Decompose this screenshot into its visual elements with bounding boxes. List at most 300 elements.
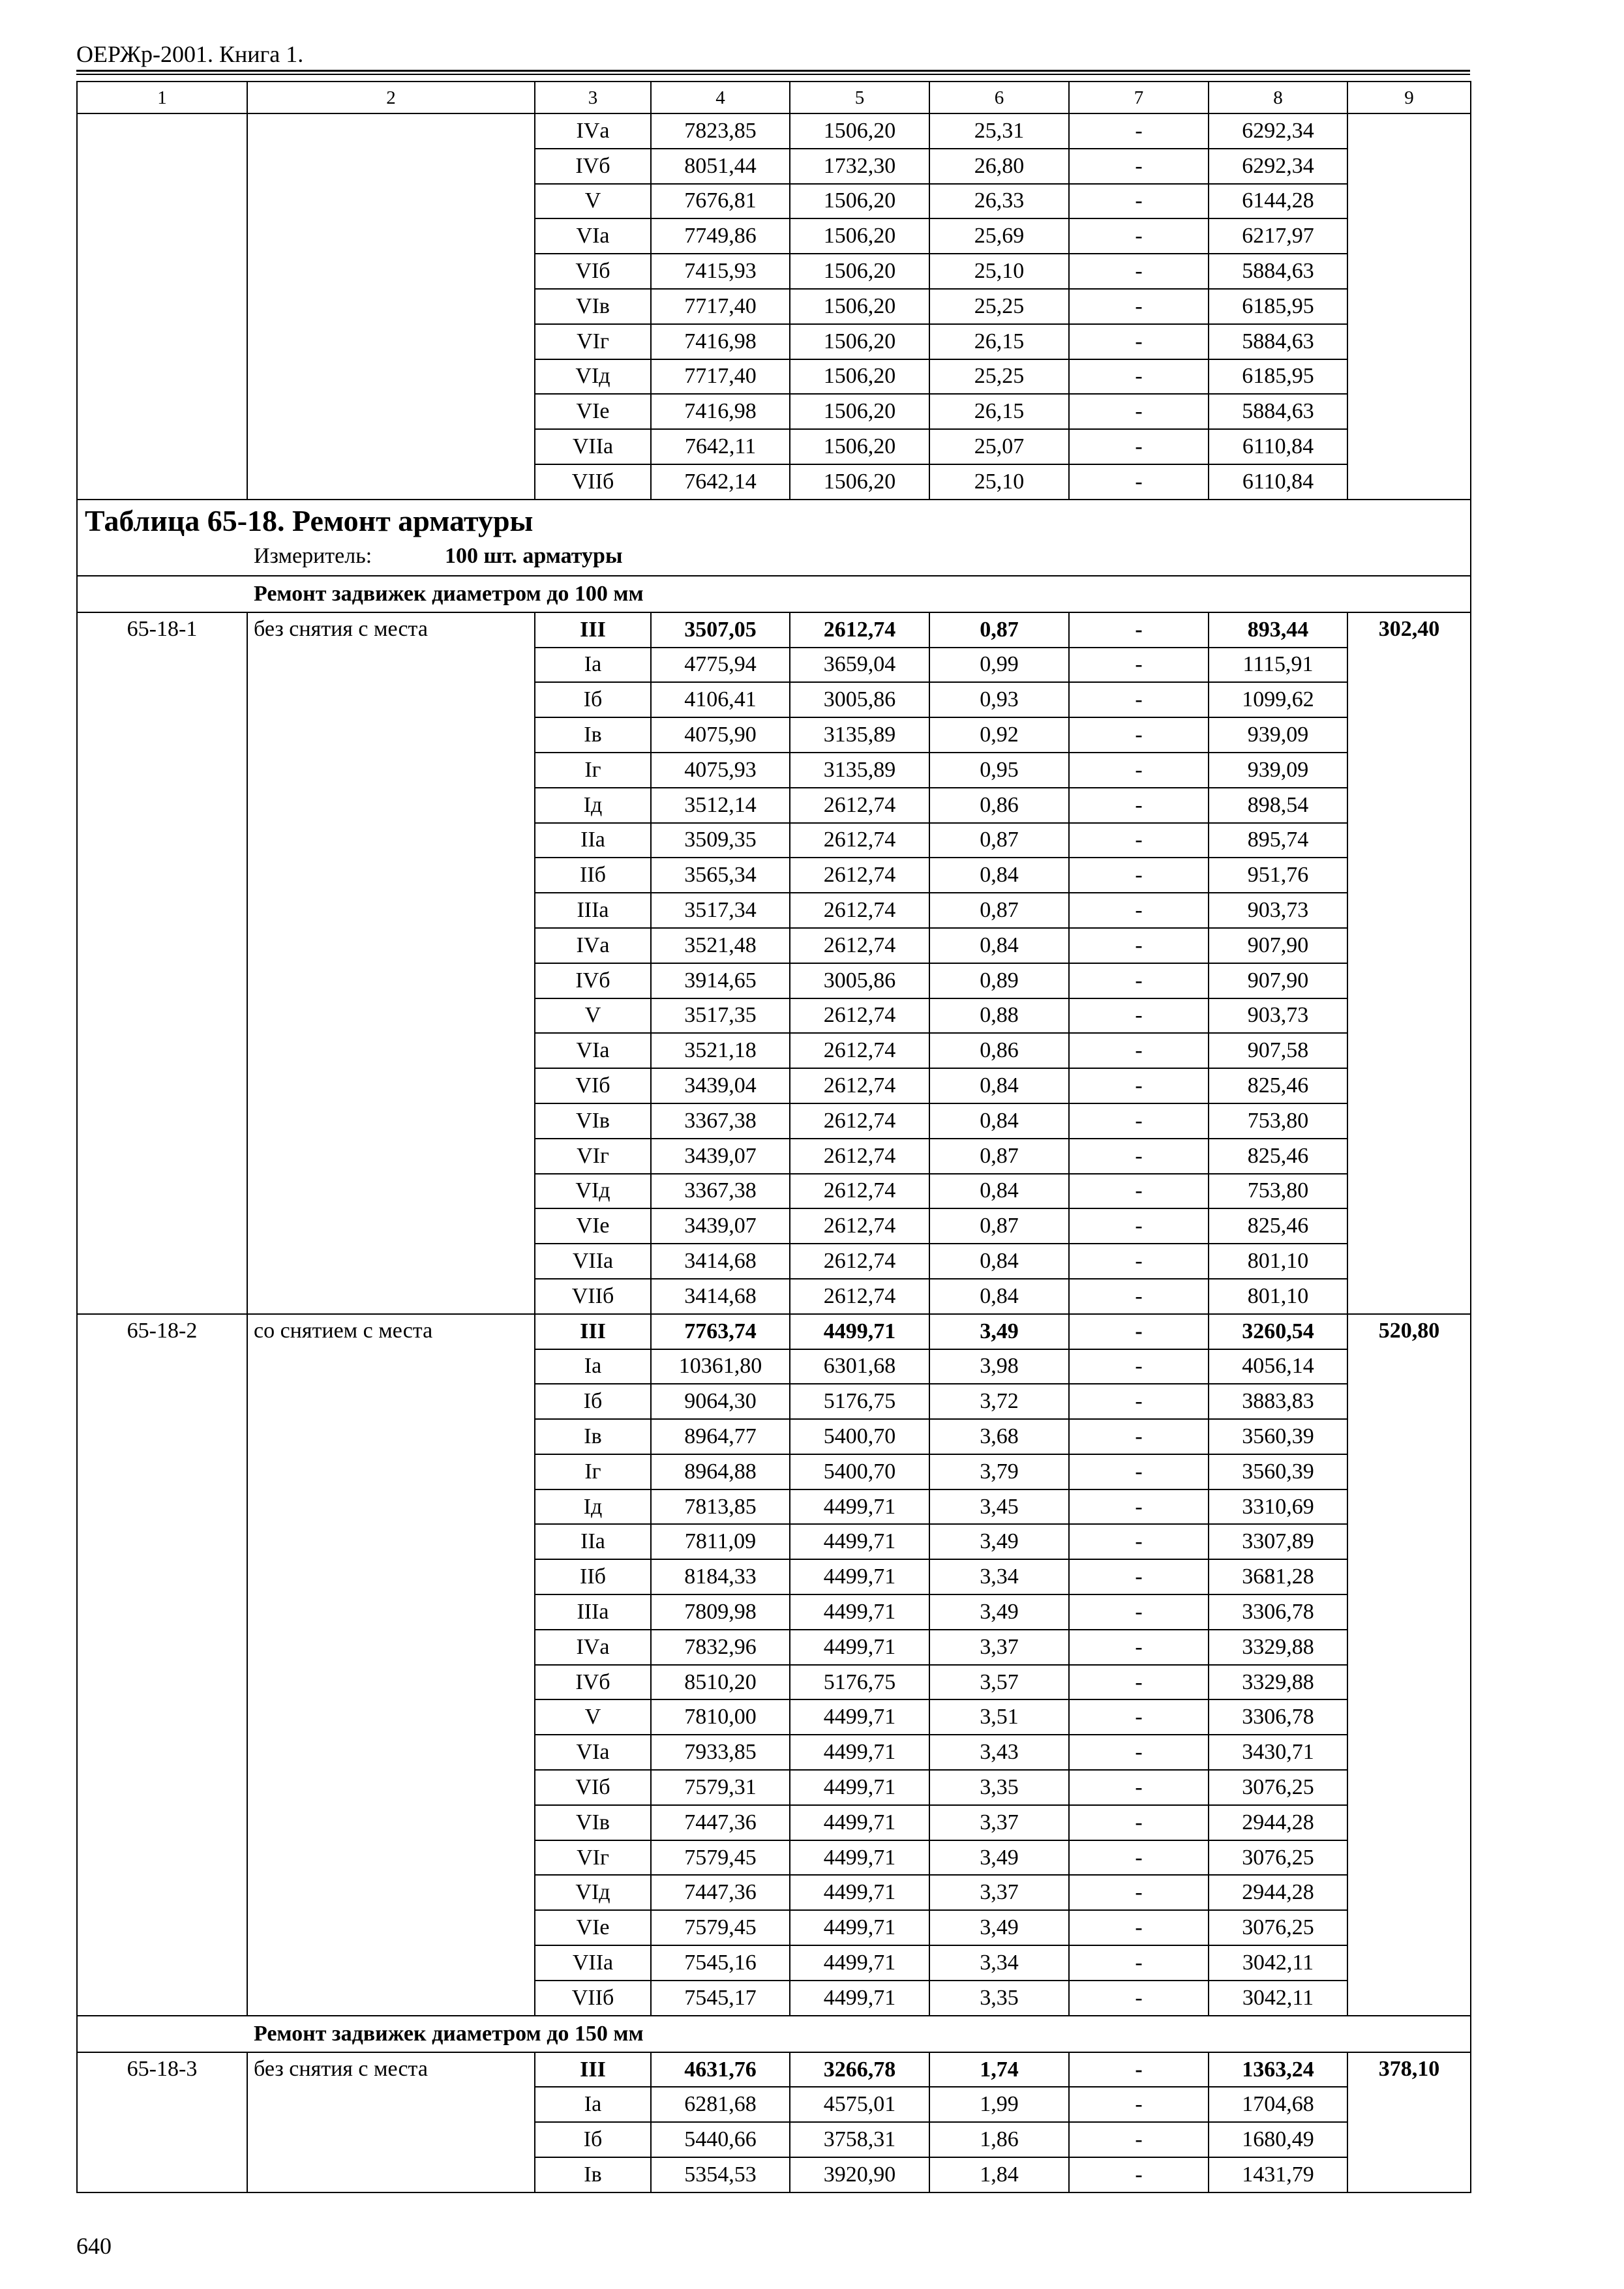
col8-value-cell: 3307,89 [1209, 1524, 1347, 1559]
col7-value-cell: - [1069, 1981, 1209, 2016]
col7-value-cell: - [1069, 1945, 1209, 1981]
col4-value-cell: 3517,34 [651, 893, 790, 928]
col4-value-cell: 3517,35 [651, 998, 790, 1034]
col7-value-cell: - [1069, 394, 1209, 429]
col5-value-cell: 2612,74 [790, 928, 929, 963]
col8-value-cell: 1363,24 [1209, 2052, 1347, 2087]
col5-value-cell: 4499,71 [790, 1875, 929, 1910]
price-zone-cell: IVб [535, 963, 651, 998]
col6-value-cell: 0,89 [929, 963, 1069, 998]
col7-value-cell: - [1069, 648, 1209, 683]
col7-value-cell: - [1069, 1244, 1209, 1279]
col6-value-cell: 3,57 [929, 1665, 1069, 1700]
col4-value-cell: 9064,30 [651, 1384, 790, 1419]
table-title: Таблица 65-18. Ремонт арматуры [85, 503, 534, 537]
col8-value-cell: 907,90 [1209, 963, 1347, 998]
col6-value-cell: 3,43 [929, 1735, 1069, 1770]
col8-value-cell: 1704,68 [1209, 2087, 1347, 2122]
price-zone-cell: VIг [535, 1139, 651, 1174]
col6-value-cell: 3,79 [929, 1454, 1069, 1489]
col4-value-cell: 8510,20 [651, 1665, 790, 1700]
header-rule-thin [76, 74, 1470, 75]
col5-value-cell: 1506,20 [790, 359, 929, 395]
col4-value-cell: 7749,86 [651, 218, 790, 254]
col8-value-cell: 903,73 [1209, 998, 1347, 1034]
col5-value-cell: 2612,74 [790, 1033, 929, 1068]
price-zone-cell: VIIа [535, 1244, 651, 1279]
price-zone-cell: Iг [535, 753, 651, 788]
col6-value-cell: 3,34 [929, 1559, 1069, 1594]
col7-value-cell: - [1069, 753, 1209, 788]
col5-value-cell: 3266,78 [790, 2052, 929, 2087]
col8-value-cell: 3306,78 [1209, 1699, 1347, 1735]
col4-value-cell: 4075,93 [651, 753, 790, 788]
item-name-cell: со снятием с места [247, 1314, 535, 2016]
col5-value-cell: 1506,20 [790, 218, 929, 254]
col7-value-cell: - [1069, 1208, 1209, 1244]
col5-value-cell: 4575,01 [790, 2087, 929, 2122]
col8-value-cell: 6110,84 [1209, 429, 1347, 464]
col8-value-cell: 907,90 [1209, 928, 1347, 963]
table-row [77, 113, 1471, 149]
col5-value-cell: 2612,74 [790, 1103, 929, 1139]
col8-value-cell: 3329,88 [1209, 1630, 1347, 1665]
col7-value-cell: - [1069, 1314, 1209, 1349]
col5-value-cell: 5400,70 [790, 1419, 929, 1454]
price-zone-cell: Iг [535, 1454, 651, 1489]
col4-value-cell: 7813,85 [651, 1489, 790, 1525]
col6-value-cell: 3,49 [929, 1594, 1069, 1630]
col5-value-cell: 4499,71 [790, 1805, 929, 1840]
col8-value-cell: 3076,25 [1209, 1910, 1347, 1945]
item-name-cell [247, 113, 535, 500]
price-zone-cell: Iа [535, 648, 651, 683]
col6-value-cell: 0,84 [929, 1174, 1069, 1209]
price-zone-cell: Iв [535, 1419, 651, 1454]
col5-value-cell: 4499,71 [790, 1489, 929, 1525]
col6-value-cell: 0,99 [929, 648, 1069, 683]
col8-value-cell: 3560,39 [1209, 1454, 1347, 1489]
section-heading: Ремонт задвижек диаметром до 100 мм [77, 576, 1471, 612]
col8-value-cell: 3681,28 [1209, 1559, 1347, 1594]
price-zone-cell: VIе [535, 1910, 651, 1945]
price-zone-cell: IIIа [535, 1594, 651, 1630]
price-zone-cell: Iа [535, 2087, 651, 2122]
price-zone-cell: III [535, 1314, 651, 1349]
col4-value-cell: 7832,96 [651, 1630, 790, 1665]
col7-value-cell: - [1069, 1489, 1209, 1525]
col6-value-cell: 1,99 [929, 2087, 1069, 2122]
col8-value-cell: 2944,28 [1209, 1875, 1347, 1910]
col4-value-cell: 10361,80 [651, 1349, 790, 1384]
col5-value-cell: 2612,74 [790, 1139, 929, 1174]
col6-value-cell: 3,49 [929, 1910, 1069, 1945]
col8-value-cell: 898,54 [1209, 788, 1347, 823]
col7-value-cell: - [1069, 928, 1209, 963]
col7-value-cell: - [1069, 1139, 1209, 1174]
price-zone-cell: Iд [535, 788, 651, 823]
col4-value-cell: 5354,53 [651, 2157, 790, 2192]
col4-value-cell: 5440,66 [651, 2122, 790, 2157]
price-zone-cell: VIIа [535, 1945, 651, 1981]
price-zone-cell: Iа [535, 1349, 651, 1384]
col6-value-cell: 3,98 [929, 1349, 1069, 1384]
col4-value-cell: 7763,74 [651, 1314, 790, 1349]
col7-value-cell: - [1069, 2087, 1209, 2122]
col6-value-cell: 0,84 [929, 858, 1069, 893]
col4-value-cell: 3439,07 [651, 1139, 790, 1174]
col8-value-cell: 939,09 [1209, 753, 1347, 788]
table-row [77, 2052, 1471, 2087]
price-zone-cell: IVб [535, 149, 651, 184]
col5-value-cell: 2612,74 [790, 612, 929, 648]
col6-value-cell: 0,87 [929, 893, 1069, 928]
col6-value-cell: 3,37 [929, 1805, 1069, 1840]
col4-value-cell: 3507,05 [651, 612, 790, 648]
col8-value-cell: 3430,71 [1209, 1735, 1347, 1770]
col4-value-cell: 7545,17 [651, 1981, 790, 2016]
col5-value-cell: 5176,75 [790, 1384, 929, 1419]
col7-value-cell: - [1069, 113, 1209, 149]
col5-value-cell: 3135,89 [790, 717, 929, 753]
col7-value-cell: - [1069, 1103, 1209, 1139]
col7-value-cell: - [1069, 1279, 1209, 1314]
col4-value-cell: 7823,85 [651, 113, 790, 149]
col7-value-cell: - [1069, 184, 1209, 219]
col5-value-cell: 3920,90 [790, 2157, 929, 2192]
col7-value-cell: - [1069, 1875, 1209, 1910]
price-zone-cell: IIа [535, 823, 651, 858]
col8-value-cell: 825,46 [1209, 1208, 1347, 1244]
col8-value-cell: 3560,39 [1209, 1419, 1347, 1454]
price-zone-cell: VIг [535, 1840, 651, 1876]
column-number-9: 9 [1347, 82, 1471, 113]
column-number-6: 6 [929, 82, 1069, 113]
col4-value-cell: 3367,38 [651, 1174, 790, 1209]
col7-value-cell: - [1069, 1665, 1209, 1700]
price-zone-cell: VIв [535, 1103, 651, 1139]
column-number-2: 2 [247, 82, 535, 113]
price-zone-cell: V [535, 1699, 651, 1735]
col7-value-cell: - [1069, 1630, 1209, 1665]
col8-value-cell: 939,09 [1209, 717, 1347, 753]
col7-value-cell: - [1069, 1384, 1209, 1419]
col4-value-cell: 3414,68 [651, 1244, 790, 1279]
col6-value-cell: 26,15 [929, 324, 1069, 359]
col4-value-cell: 3914,65 [651, 963, 790, 998]
col7-value-cell: - [1069, 324, 1209, 359]
col7-value-cell: - [1069, 858, 1209, 893]
col5-value-cell: 4499,71 [790, 1735, 929, 1770]
price-zone-cell: VIд [535, 359, 651, 395]
col6-value-cell: 0,84 [929, 928, 1069, 963]
col6-value-cell: 1,84 [929, 2157, 1069, 2192]
col5-value-cell: 2612,74 [790, 1279, 929, 1314]
col4-value-cell: 7579,31 [651, 1770, 790, 1805]
price-zone-cell: VIд [535, 1174, 651, 1209]
col5-value-cell: 1506,20 [790, 113, 929, 149]
item-code-cell: 65-18-1 [77, 612, 247, 1314]
price-zone-cell: IIIа [535, 893, 651, 928]
col8-value-cell: 6110,84 [1209, 464, 1347, 500]
col8-value-cell: 6185,95 [1209, 359, 1347, 395]
col7-value-cell: - [1069, 1910, 1209, 1945]
col5-value-cell: 3135,89 [790, 753, 929, 788]
col7-value-cell: - [1069, 1735, 1209, 1770]
rates-table [76, 81, 1471, 2193]
col8-value-cell: 5884,63 [1209, 394, 1347, 429]
col7-value-cell: - [1069, 1770, 1209, 1805]
col4-value-cell: 4075,90 [651, 717, 790, 753]
col5-value-cell: 3005,86 [790, 963, 929, 998]
col6-value-cell: 3,37 [929, 1875, 1069, 1910]
col4-value-cell: 4775,94 [651, 648, 790, 683]
col5-value-cell: 4499,71 [790, 1594, 929, 1630]
col5-value-cell: 1506,20 [790, 429, 929, 464]
col5-value-cell: 2612,74 [790, 788, 929, 823]
col7-value-cell: - [1069, 1594, 1209, 1630]
col6-value-cell: 25,69 [929, 218, 1069, 254]
col4-value-cell: 3367,38 [651, 1103, 790, 1139]
col5-value-cell: 2612,74 [790, 1174, 929, 1209]
col7-value-cell: - [1069, 1349, 1209, 1384]
price-zone-cell: VIа [535, 1033, 651, 1068]
col8-value-cell: 907,58 [1209, 1033, 1347, 1068]
col8-value-cell: 753,80 [1209, 1174, 1347, 1209]
col5-value-cell: 4499,71 [790, 1559, 929, 1594]
col7-value-cell: - [1069, 2157, 1209, 2192]
section-heading-row [77, 576, 1471, 612]
col8-value-cell: 3883,83 [1209, 1384, 1347, 1419]
col5-value-cell: 4499,71 [790, 1630, 929, 1665]
col5-value-cell: 1506,20 [790, 254, 929, 289]
col4-value-cell: 3565,34 [651, 858, 790, 893]
col5-value-cell: 2612,74 [790, 1244, 929, 1279]
item-code-cell [77, 113, 247, 500]
col8-value-cell: 3076,25 [1209, 1840, 1347, 1876]
item-name-cell: без снятия с места [247, 612, 535, 1314]
col8-value-cell: 1099,62 [1209, 682, 1347, 717]
col6-value-cell: 0,84 [929, 1068, 1069, 1103]
col6-value-cell: 0,87 [929, 1208, 1069, 1244]
col8-value-cell: 3076,25 [1209, 1770, 1347, 1805]
page-number: 640 [76, 2233, 112, 2259]
col4-value-cell: 7579,45 [651, 1910, 790, 1945]
col6-value-cell: 0,88 [929, 998, 1069, 1034]
price-zone-cell: Iб [535, 682, 651, 717]
col5-value-cell: 4499,71 [790, 1945, 929, 1981]
col9-value-cell: 378,10 [1347, 2052, 1471, 2192]
col4-value-cell: 7933,85 [651, 1735, 790, 1770]
col5-value-cell: 4499,71 [790, 1314, 929, 1349]
price-zone-cell: VIIб [535, 1279, 651, 1314]
item-code-cell: 65-18-2 [77, 1314, 247, 2016]
col4-value-cell: 8964,77 [651, 1419, 790, 1454]
col5-value-cell: 1732,30 [790, 149, 929, 184]
col7-value-cell: - [1069, 612, 1209, 648]
col9-value-cell: 302,40 [1347, 612, 1471, 1314]
col8-value-cell: 3260,54 [1209, 1314, 1347, 1349]
col6-value-cell: 1,86 [929, 2122, 1069, 2157]
column-number-row [77, 82, 1471, 113]
col8-value-cell: 5884,63 [1209, 324, 1347, 359]
col6-value-cell: 3,35 [929, 1981, 1069, 2016]
col6-value-cell: 0,84 [929, 1279, 1069, 1314]
col6-value-cell: 25,25 [929, 359, 1069, 395]
col5-value-cell: 4499,71 [790, 1770, 929, 1805]
col5-value-cell: 4499,71 [790, 1840, 929, 1876]
col6-value-cell: 3,34 [929, 1945, 1069, 1981]
unit-value: 100 шт. арматуры [445, 543, 623, 568]
col4-value-cell: 3439,07 [651, 1208, 790, 1244]
col6-value-cell: 26,33 [929, 184, 1069, 219]
header-rule-thick [76, 70, 1470, 72]
col6-value-cell: 25,25 [929, 289, 1069, 324]
col6-value-cell: 3,49 [929, 1524, 1069, 1559]
col4-value-cell: 7415,93 [651, 254, 790, 289]
price-zone-cell: III [535, 2052, 651, 2087]
col8-value-cell: 801,10 [1209, 1244, 1347, 1279]
col7-value-cell: - [1069, 823, 1209, 858]
col5-value-cell: 1506,20 [790, 184, 929, 219]
col6-value-cell: 0,84 [929, 1244, 1069, 1279]
col5-value-cell: 5400,70 [790, 1454, 929, 1489]
price-zone-cell: VIIб [535, 1981, 651, 2016]
col8-value-cell: 6292,34 [1209, 113, 1347, 149]
price-zone-cell: Iв [535, 717, 651, 753]
col4-value-cell: 7447,36 [651, 1875, 790, 1910]
col4-value-cell: 3414,68 [651, 1279, 790, 1314]
col7-value-cell: - [1069, 464, 1209, 500]
price-zone-cell: V [535, 998, 651, 1034]
col8-value-cell: 1115,91 [1209, 648, 1347, 683]
col4-value-cell: 7811,09 [651, 1524, 790, 1559]
col4-value-cell: 4631,76 [651, 2052, 790, 2087]
col5-value-cell: 6301,68 [790, 1349, 929, 1384]
col8-value-cell: 3042,11 [1209, 1981, 1347, 2016]
col6-value-cell: 0,95 [929, 753, 1069, 788]
col8-value-cell: 6292,34 [1209, 149, 1347, 184]
col6-value-cell: 0,86 [929, 788, 1069, 823]
col4-value-cell: 4106,41 [651, 682, 790, 717]
col6-value-cell: 3,49 [929, 1314, 1069, 1349]
col6-value-cell: 0,92 [929, 717, 1069, 753]
item-name-cell: без снятия с места [247, 2052, 535, 2192]
col5-value-cell: 3758,31 [790, 2122, 929, 2157]
col6-value-cell: 0,87 [929, 612, 1069, 648]
col4-value-cell: 3439,04 [651, 1068, 790, 1103]
col4-value-cell: 7717,40 [651, 289, 790, 324]
price-zone-cell: IIб [535, 1559, 651, 1594]
col5-value-cell: 1506,20 [790, 324, 929, 359]
col7-value-cell: - [1069, 1454, 1209, 1489]
col4-value-cell: 7416,98 [651, 324, 790, 359]
col9-value-cell: 520,80 [1347, 1314, 1471, 2016]
col4-value-cell: 7809,98 [651, 1594, 790, 1630]
col8-value-cell: 4056,14 [1209, 1349, 1347, 1384]
price-zone-cell: IVб [535, 1665, 651, 1700]
unit-line [85, 539, 1470, 573]
col6-value-cell: 0,86 [929, 1033, 1069, 1068]
col6-value-cell: 3,68 [929, 1419, 1069, 1454]
price-zone-cell: VIв [535, 289, 651, 324]
col5-value-cell: 2612,74 [790, 998, 929, 1034]
col5-value-cell: 2612,74 [790, 823, 929, 858]
col7-value-cell: - [1069, 1559, 1209, 1594]
price-zone-cell: Iб [535, 2122, 651, 2157]
col6-value-cell: 1,74 [929, 2052, 1069, 2087]
rates-table-body [77, 82, 1471, 2192]
section-heading: Ремонт задвижек диаметром до 150 мм [77, 2016, 1471, 2052]
col5-value-cell: 1506,20 [790, 464, 929, 500]
col8-value-cell: 825,46 [1209, 1068, 1347, 1103]
col7-value-cell: - [1069, 218, 1209, 254]
col6-value-cell: 3,51 [929, 1699, 1069, 1735]
col5-value-cell: 3005,86 [790, 682, 929, 717]
col7-value-cell: - [1069, 359, 1209, 395]
col4-value-cell: 3521,48 [651, 928, 790, 963]
price-zone-cell: IVа [535, 928, 651, 963]
col7-value-cell: - [1069, 1699, 1209, 1735]
col4-value-cell: 8184,33 [651, 1559, 790, 1594]
column-number-4: 4 [651, 82, 790, 113]
col4-value-cell: 3509,35 [651, 823, 790, 858]
col6-value-cell: 3,37 [929, 1630, 1069, 1665]
col5-value-cell: 2612,74 [790, 858, 929, 893]
col4-value-cell: 6281,68 [651, 2087, 790, 2122]
price-zone-cell: VIIа [535, 429, 651, 464]
price-zone-cell: VIе [535, 394, 651, 429]
col8-value-cell: 3042,11 [1209, 1945, 1347, 1981]
col5-value-cell: 1506,20 [790, 394, 929, 429]
price-zone-cell: III [535, 612, 651, 648]
column-number-5: 5 [790, 82, 929, 113]
col8-value-cell: 825,46 [1209, 1139, 1347, 1174]
col7-value-cell: - [1069, 1840, 1209, 1876]
price-zone-cell: VIа [535, 218, 651, 254]
col6-value-cell: 26,15 [929, 394, 1069, 429]
price-zone-cell: Iв [535, 2157, 651, 2192]
item-code-cell: 65-18-3 [77, 2052, 247, 2192]
col5-value-cell: 1506,20 [790, 289, 929, 324]
col6-value-cell: 25,10 [929, 254, 1069, 289]
col6-value-cell: 25,31 [929, 113, 1069, 149]
col8-value-cell: 895,74 [1209, 823, 1347, 858]
table-row [77, 1314, 1471, 1349]
col7-value-cell: - [1069, 1805, 1209, 1840]
col7-value-cell: - [1069, 1068, 1209, 1103]
col6-value-cell: 3,35 [929, 1770, 1069, 1805]
col4-value-cell: 7642,14 [651, 464, 790, 500]
column-number-8: 8 [1209, 82, 1347, 113]
price-zone-cell: IIа [535, 1524, 651, 1559]
col5-value-cell: 5176,75 [790, 1665, 929, 1700]
col4-value-cell: 7416,98 [651, 394, 790, 429]
col8-value-cell: 753,80 [1209, 1103, 1347, 1139]
col4-value-cell: 3521,18 [651, 1033, 790, 1068]
col6-value-cell: 0,84 [929, 1103, 1069, 1139]
col5-value-cell: 4499,71 [790, 1910, 929, 1945]
col8-value-cell: 5884,63 [1209, 254, 1347, 289]
col5-value-cell: 4499,71 [790, 1699, 929, 1735]
col8-value-cell: 3306,78 [1209, 1594, 1347, 1630]
table-row [77, 612, 1471, 648]
col4-value-cell: 8051,44 [651, 149, 790, 184]
col6-value-cell: 0,87 [929, 823, 1069, 858]
document-header-title: ОЕРЖр-2001. Книга 1. [76, 41, 304, 67]
col7-value-cell: - [1069, 149, 1209, 184]
col6-value-cell: 0,93 [929, 682, 1069, 717]
